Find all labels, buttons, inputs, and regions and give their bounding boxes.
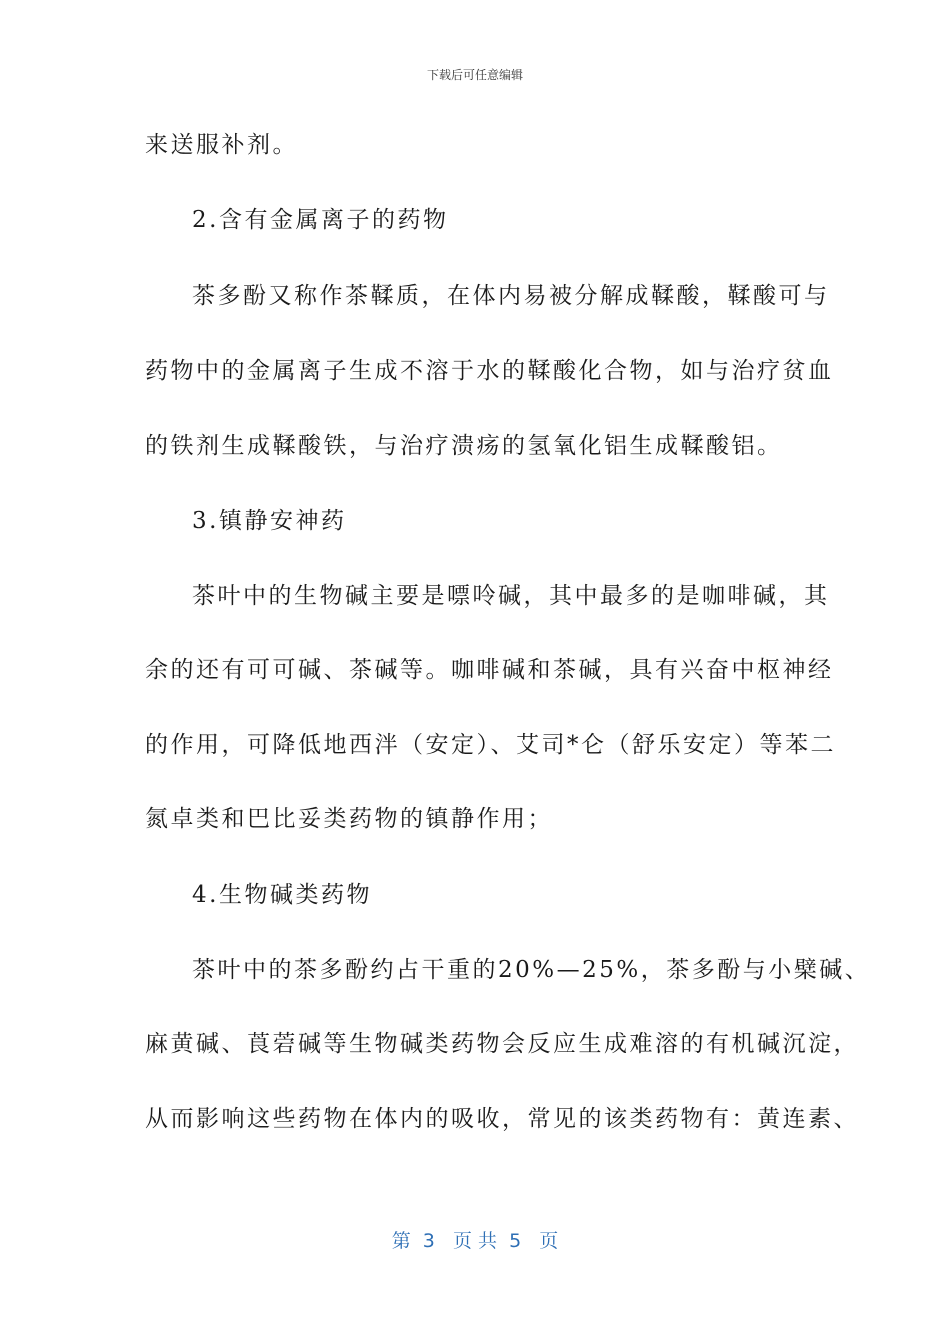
body-line: 氮卓类和巴比妥类药物的镇静作用； <box>145 806 553 832</box>
body-line: 麻黄碱、莨菪碱等生物碱类药物会反应生成难溶的有机碱沉淀， <box>145 1031 859 1057</box>
paragraph-first-line: 茶多酚又称作茶鞣质，在体内易被分解成鞣酸，鞣酸可与 <box>192 283 830 309</box>
section-heading: 3.镇静安神药 <box>192 508 347 534</box>
paragraph-first-line: 茶叶中的茶多酚约占干重的20%—25%，茶多酚与小檗碱、 <box>192 957 871 983</box>
body-line: 药物中的金属离子生成不溶于水的鞣酸化合物，如与治疗贫血 <box>145 358 834 384</box>
body-line: 的铁剂生成鞣酸铁，与治疗溃疡的氢氧化铝生成鞣酸铝。 <box>145 433 783 459</box>
section-heading: 4.生物碱类药物 <box>192 882 372 908</box>
body-line: 从而影响这些药物在体内的吸收，常见的该类药物有：黄连素、 <box>145 1106 859 1132</box>
page-number-footer: 第 3 页 共 5 页 <box>391 1230 559 1252</box>
body-line: 余的还有可可碱、茶碱等。咖啡碱和茶碱，具有兴奋中枢神经 <box>145 657 834 683</box>
page-header: 下载后可任意编辑 <box>426 68 523 82</box>
body-line: 的作用，可降低地西泮（安定）、艾司*仑（舒乐安定）等苯二 <box>145 732 836 758</box>
body-line: 来送服补剂。 <box>145 132 298 158</box>
section-heading: 2.含有金属离子的药物 <box>192 207 449 233</box>
paragraph-first-line: 茶叶中的生物碱主要是嘌呤碱，其中最多的是咖啡碱，其 <box>192 583 830 609</box>
